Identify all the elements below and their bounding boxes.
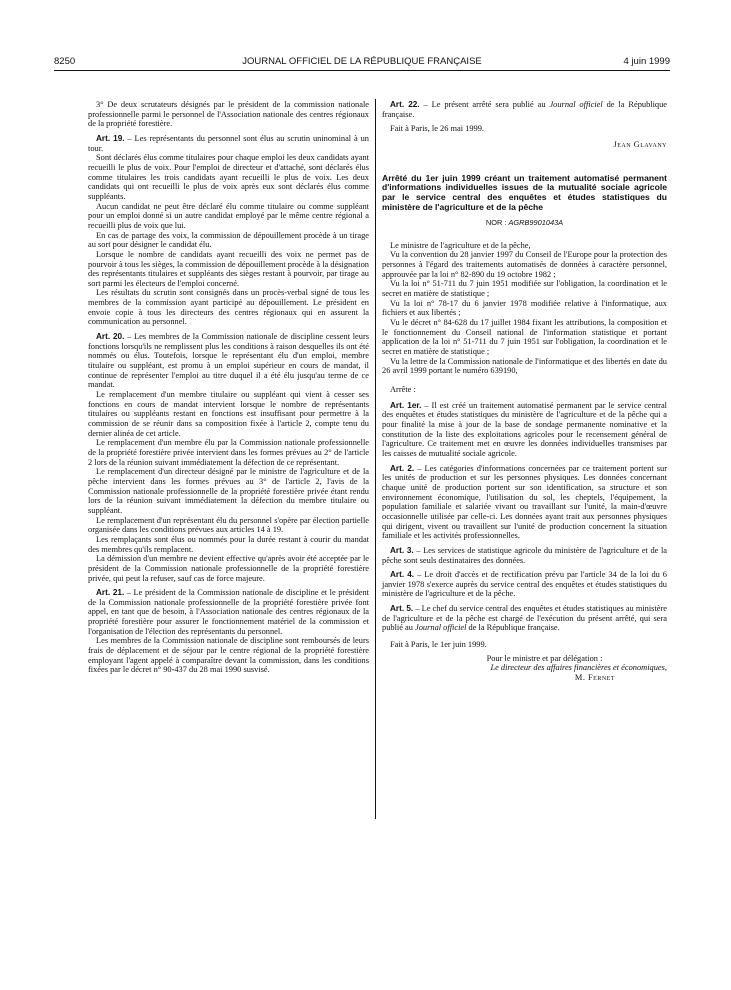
paragraph: Le remplacement d'un membre titulaire ou suppléant qui vient à cesser ses fonctions en cours de mandat intervient lorsque le nombre de représentants titulaires ou suppléants restant en fonctions est insuffisant pour permettre à la commission de se réunir dans sa composition fixée à l'article 2, compte tenu du dernier alinéa de cet article. (88, 390, 369, 438)
visa: Vu la convention du 28 janvier 1997 du Conseil de l'Europe pour la protection des personnes à l'égard des traitements automatisés de données à caractère personnel, approuvée par la loi n° 82-890 du 19 octobre 1982 ; (382, 250, 667, 279)
signatory-title: Le directeur des affaires financières et économiques, (490, 663, 667, 673)
article-20: Art. 20. – Les membres de la Commission nationale de discipline cessent leurs fonctions lorsqu'ils ne remplissent plus les conditions à raison desquelles ils ont été nommés ou élus. Toutefois, lorsque le représentant élu d'un emploi, membre titulaire ou suppléant, est promu à un emploi supérieur en cours de mandat, il continue de représenter l'emploi au titre duquel il a été élu jusqu'au terme de ce mandat. (88, 332, 369, 390)
article-label: Art. 3. (390, 545, 414, 555)
article-label: Art. 21. (96, 588, 125, 598)
paragraph: Le remplacement d'un membre élu par la Commission nationale professionnelle de la propriété forestière privée intervient dans les formes prévues au 2° de l'article 2 lors de la réunion suivant immédiatement la défection de ce représentant. (88, 438, 369, 467)
delegation-line: Pour le ministre et par délégation : (486, 653, 603, 663)
article-3: Art. 3. – Les services de statistique agricole du ministère de l'agriculture et de la pêche sont seuls destinataires des données. (382, 545, 667, 565)
visa: Vu la loi n° 78-17 du 6 janvier 1978 modifiée relative à l'informatique, aux fichiers et aux libertés ; (382, 298, 667, 318)
visa: Vu la lettre de la Commission nationale de l'informatique et des libertés en date du 26 avril 1999 portant le numéro 639190, (382, 356, 667, 376)
article-label: Art. 5. (390, 604, 414, 614)
article-label: Art. 2. (390, 463, 415, 473)
page-number: 8250 (54, 56, 76, 67)
paragraph: Aucun candidat ne peut être déclaré élu comme titulaire ou comme suppléant pour un emploi donné si un autre candidat employé par le même centre régional a recueilli plus de voix que lui. (88, 201, 369, 230)
article-label: Art. 19. (96, 133, 125, 143)
decree-title: Arrêté du 1er juin 1999 créant un traitement automatisé permanent d'informations individuelles issues de la mutualité sociale agricole par le service central des enquêtes et études statistiques du ministère de l'agriculture et de la pêche (382, 172, 667, 213)
article-22: Art. 22. – Le présent arrêté sera publié au Journal officiel de la République française. (382, 100, 668, 119)
article-label: Art. 22. (390, 100, 420, 109)
article-label: Art. 4. (390, 570, 415, 580)
nor-code: AGRB9901043A (508, 217, 564, 227)
article-label: Art. 1er. (390, 400, 422, 410)
article-5: Art. 5. – Le chef du service central des enquêtes et études statistiques au ministère de l'agriculture et de la pêche est chargé de l'exécution du présent arrêté, qui sera publié au Journal officiel de la République française. (382, 604, 667, 633)
paragraph: Sont déclarés élus comme titulaires pour chaque emploi les deux candidats ayant recueilli le plus de voix. Pour l'emploi de directeur et d'attaché, sont déclarés élus comme titulaires les trois candidats ayant recueilli le plus de voix. Les deux candidats qui ont recueilli le plus de voix après eux sont déclarés élus comme suppléants. (88, 153, 369, 201)
page-header (54, 56, 670, 70)
left-column (88, 100, 369, 675)
nor-reference: NOR : AGRB9901043A (485, 217, 564, 227)
arrete-heading: Arrête : (390, 385, 416, 394)
paragraph: Le ministre de l'agriculture et de la pêche, (390, 240, 531, 250)
paragraph: En cas de partage des voix, la commission de dépouillement procède à un tirage au sort pour désigner le candidat élu. (88, 230, 369, 250)
article-4: Art. 4. – Le droit d'accès et de rectification prévu par l'article 34 de la loi du 6 janvier 1978 s'exerce auprès du service central des enquêtes et études statistiques du ministère de l'agriculture et de la pêche. (382, 570, 667, 599)
visa: Vu la loi n° 51-711 du 7 juin 1951 modifiée sur l'obligation, la coordination et le secret en matière de statistique ; (382, 279, 667, 299)
journal-title: JOURNAL OFFICIEL DE LA RÉPUBLIQUE FRANÇAISE (242, 56, 482, 67)
paragraph: Le remplacement d'un directeur désigné par le ministre de l'agriculture et de la pêche intervient dans les formes prévues au 3° de l'article 2, l'avis de la Commission nationale professionnelle de la propriété forestière privée étant rendu lors de la réunion suivant immédiatement la défection du membre titulaire ou suppléant. (88, 467, 369, 515)
paragraph: Les résultats du scrutin sont consignés dans un procès-verbal signé de tous les membres de la commission ayant participé au dépouillement. Le président en envoie copie à tous les directeurs des centres régionaux qui en assurent la communication au personnel. (88, 288, 369, 327)
issue-date: 4 juin 1999 (623, 56, 670, 67)
column-separator (375, 99, 376, 819)
signature-name: Jean Glavany (613, 139, 667, 149)
paragraph: Les membres de la Commission nationale de discipline sont remboursés de leurs frais de déplacement et de séjour par le centre régional de la propriété forestière employant l'agent appelé à comparaître devant la commission, dans les conditions fixées par le décret n° 90-437 du 28 mai 1990 susvisé. (88, 636, 369, 675)
paragraph: Le remplacement d'un représentant élu du personnel s'opère par élection partielle organisée dans les conditions prévues aux articles 14 à 19. (88, 515, 369, 535)
signing-place-date: Fait à Paris, le 26 mai 1999. (390, 124, 484, 134)
paragraph: 3° De deux scrutateurs désignés par le président de la commission nationale professionnelle parmi le personnel de l'Association nationale des centres régionaux de la propriété forestière. (88, 100, 369, 129)
header-rule (54, 70, 670, 71)
right-column (382, 100, 667, 683)
signing-place-date: Fait à Paris, le 1er juin 1999. (390, 640, 487, 650)
paragraph: Lorsque le nombre de candidats ayant recueilli des voix ne permet pas de pourvoir à tous les sièges, la commission de dépouillement procède à la désignation des représentants titulaires et suppléants des sièges restant à pourvoir, par tirage au sort parmi les électeurs de l'emploi concerné. (88, 249, 369, 288)
article-1: Art. 1er. – Il est créé un traitement automatisé permanent par le service central des enquêtes et études statistiques du ministère de l'agriculture et de la pêche qui a pour finalité la mise à jour de la base de sondage permanente nominative et la constitution de la liste des exploitations agricoles pour le recensement général de l'agriculture. Ce traitement met en œuvre les données individuelles transmises par les caisses de mutualité sociale agricole. (382, 400, 667, 458)
article-19: Art. 19. – Les représentants du personnel sont élus au scrutin uninominal à un tour. (88, 133, 369, 153)
article-21: Art. 21. – Le président de la Commission nationale de discipline et le président de la Commission nationale professionnelle de la propriété forestière privée font appel, en tant que de besoin, à l'Association nationale des centres régionaux de la propriété forestière pour assurer le fonctionnement matériel de la commission et l'organisation de l'élection des représentants du personnel. (88, 588, 369, 636)
signature-name: M. Fernet (574, 673, 615, 683)
paragraph: La démission d'un membre ne devient effective qu'après avoir été acceptée par le président de la Commission nationale professionnelle de la propriété forestière privée, qui peut la refuser, sauf cas de force majeure. (88, 554, 369, 583)
paragraph: Les remplaçants sont élus ou nommés pour la durée restant à courir du mandat des membres qu'ils remplacent. (88, 534, 369, 554)
article-label: Art. 20. (96, 332, 125, 342)
article-2: Art. 2. – Les catégories d'informations concernées par ce traitement portent sur les unités de production et sur les personnes physiques. Les données concernant chaque unité de production portent sur son identification, sa structure et son environnement économique, l'utilisation du sol, les cheptels, l'équipement, la population familiale et salariée vivant ou travaillant sur l'unité, la main-d'œuvre occasionnelle utilisée par celle-ci. Les données ayant trait aux personnes physiques qui dirigent, vivent ou travaillent sur l'unité de production concernent la situation familiale et les activités professionnelles. (382, 463, 667, 541)
visa: Vu le décret n° 84-628 du 17 juillet 1984 fixant les attributions, la composition et le fonctionnement du Conseil national de l'information statistique et portant application de la loi n° 51-711 du 7 juin 1951 sur l'obligation, la coordination et le secret en matière de statistique ; (382, 318, 667, 357)
